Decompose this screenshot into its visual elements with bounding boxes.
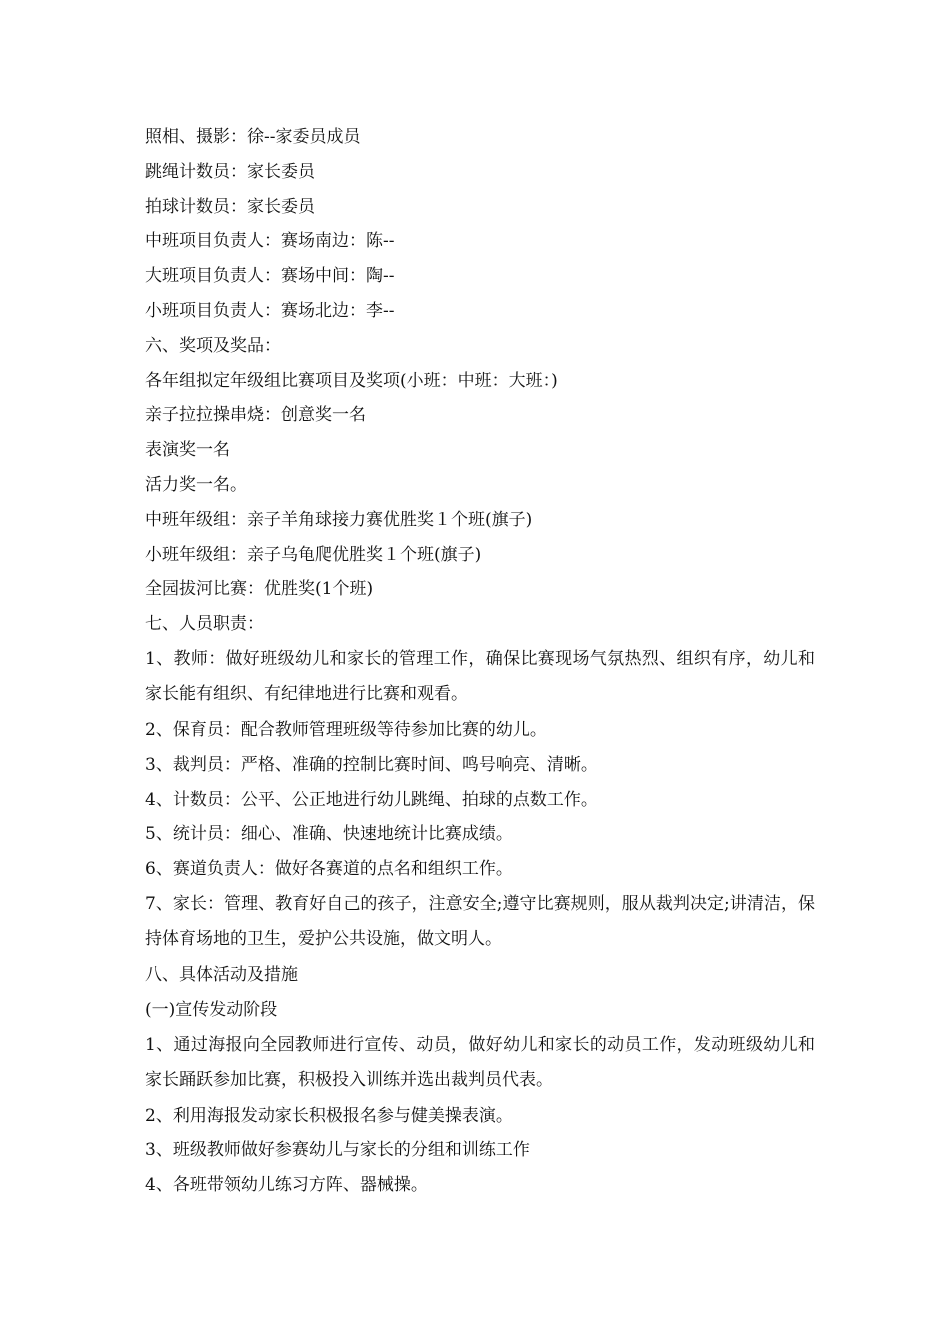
text-line: 拍球计数员：家长委员 [145,196,315,217]
text-line: 中班项目负责人：赛场南边：陈-- [145,231,395,252]
text-line: 全园拔河比赛：优胜奖(1个班) [145,579,374,600]
document-page [145,120,815,1203]
text-line: 6、赛道负责人：做好各赛道的点名和组织工作。 [145,859,513,880]
paragraph: 1、通过海报向全园教师进行宣传、动员，做好幼儿和家长的动员工作，发动班级幼儿和家长踊跃参加比赛，积极投入训练并选出裁判员代表。 [145,1034,815,1091]
text-line: 3、裁判员：严格、准确的控制比赛时间、鸣号响亮、清晰。 [145,754,598,775]
text-line: 3、班级教师做好参赛幼儿与家长的分组和训练工作 [145,1140,530,1161]
text-line: 照相、摄影：徐--家委员成员 [145,127,361,147]
text-line: 中班年级组：亲子羊角球接力赛优胜奖１个班(旗子) [145,509,533,530]
text-line: 小班年级组：亲子乌龟爬优胜奖１个班(旗子) [145,544,482,565]
text-line: 亲子拉拉操串烧：创意奖一名 [145,405,366,426]
section-heading: 八、具体活动及措施 [145,964,298,985]
section-heading: 七、人员职责： [145,614,264,635]
section-heading: 六、奖项及奖品： [145,335,281,356]
text-line: 大班项目负责人：赛场中间：陶-- [145,266,395,287]
text-line: 5、统计员：细心、准确、快速地统计比赛成绩。 [145,824,513,845]
text-line: 跳绳计数员：家长委员 [145,161,315,182]
subsection-heading: (一)宣传发动阶段 [145,999,278,1020]
text-line: 4、各班带领幼儿练习方阵、器械操。 [145,1175,428,1196]
text-line: 小班项目负责人：赛场北边：李-- [145,300,395,321]
text-line: 2、利用海报发动家长积极报名参与健美操表演。 [145,1105,513,1126]
text-line: 各年组拟定年级组比赛项目及奖项(小班：中班：大班：) [145,370,558,391]
text-line: 表演奖一名 [145,440,230,461]
text-line: 活力奖一名。 [145,474,247,495]
paragraph: 1、教师：做好班级幼儿和家长的管理工作，确保比赛现场气氛热烈、组织有序，幼儿和家长能有组织、有纪律地进行比赛和观看。 [145,648,815,705]
text-line: 2、保育员：配合教师管理班级等待参加比赛的幼儿。 [145,719,547,740]
paragraph: 7、家长：管理、教育好自己的孩子，注意安全;遵守比赛规则，服从裁判决定;讲清洁，保持体育场地的卫生，爱护公共设施，做文明人。 [145,893,815,950]
text-line: 4、计数员：公平、公正地进行幼儿跳绳、拍球的点数工作。 [145,789,598,810]
